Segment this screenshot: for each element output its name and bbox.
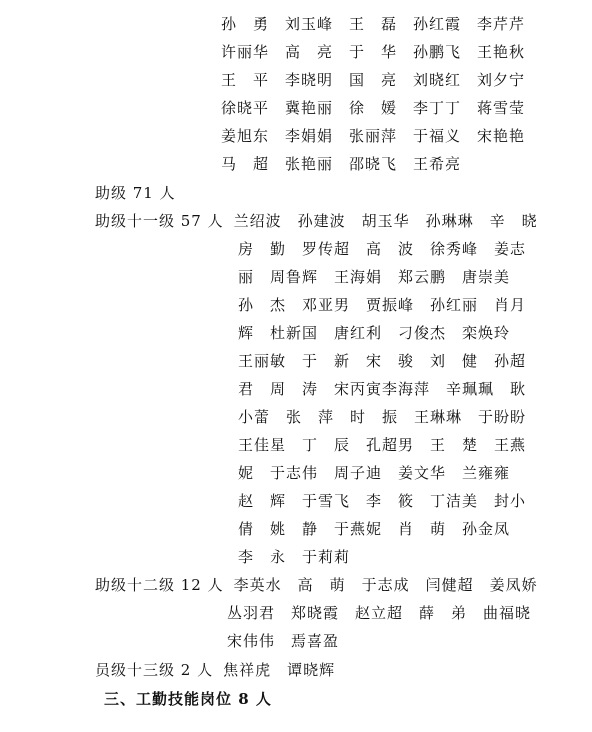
level11-names-line: 倩 姚 静 于燕妮 肖 萌 孙金凤 [238,520,511,538]
level11-names-line: 小蕾 张 萍 时 振 王琳琳 于盼盼 [238,408,527,426]
level11-names-line: 李 永 于莉莉 [238,548,351,566]
level11-names-line: 王丽敏 于 新 宋 骏 刘 健 孙超 [238,352,527,370]
level11-names-line: 赵 辉 于雪飞 李 筱 丁洁美 封小 [238,492,527,510]
section-heading: 三、工勤技能岗位 8 人 [104,690,272,708]
names-line: 徐晓平 冀艳丽 徐 媛 李丁丁 蒋雪莹 [221,99,526,117]
level11-names-line: 君 周 涛 宋丙寅李海萍 辛珮珮 耿 [238,380,527,398]
level12-names-line: 丛羽君 郑晓霞 赵立超 薛 弟 曲福晓 [227,604,532,622]
level11-label: 助级十一级 57 人 [95,212,224,230]
names-line: 马 超 张艳丽 邵晓飞 王希亮 [221,155,462,173]
level11-names-line: 孙 杰 邓亚男 贾振峰 孙红丽 肖月 [238,296,527,314]
level11-names-line: 辉 杜新国 唐红利 刁俊杰 栾焕玲 [238,324,511,342]
level11-row [95,208,538,234]
level12-row [95,572,538,598]
names-line: 孙 勇 刘玉峰 王 磊 孙红霞 李芹芹 [221,15,526,33]
level12-names-line: 宋伟伟 焉喜盈 [227,632,340,650]
level11-first-names: 兰绍波 孙建波 胡玉华 孙琳琳 辛 晓 [233,212,538,230]
level11-names-line: 丽 周鲁辉 王海娟 郑云鹏 唐崇美 [238,268,511,286]
level13-label: 员级十三级 2 人 [95,661,214,679]
level12-first-names: 李英水 高 萌 于志成 闫健超 姜凤娇 [233,576,538,594]
level11-names-line: 房 勤 罗传超 高 波 徐秀峰 姜志 [238,240,527,258]
level13-row [95,657,335,683]
names-line: 许丽华 高 亮 于 华 孙鹏飞 王艳秋 [221,43,526,61]
names-line: 王 平 李晓明 国 亮 刘晓红 刘夕宁 [221,71,526,89]
level13-names: 焦祥虎 谭晓辉 [223,661,336,679]
names-line: 姜旭东 李娟娟 张丽萍 于福义 宋艳艳 [221,127,526,145]
level11-names-line: 王佳星 丁 辰 孔超男 王 楚 王燕 [238,436,527,454]
assistant-total-label: 助级 71 人 [95,184,176,202]
level12-label: 助级十二级 12 人 [95,576,224,594]
level11-names-line: 妮 于志伟 周子迪 姜文华 兰雍雍 [238,464,511,482]
